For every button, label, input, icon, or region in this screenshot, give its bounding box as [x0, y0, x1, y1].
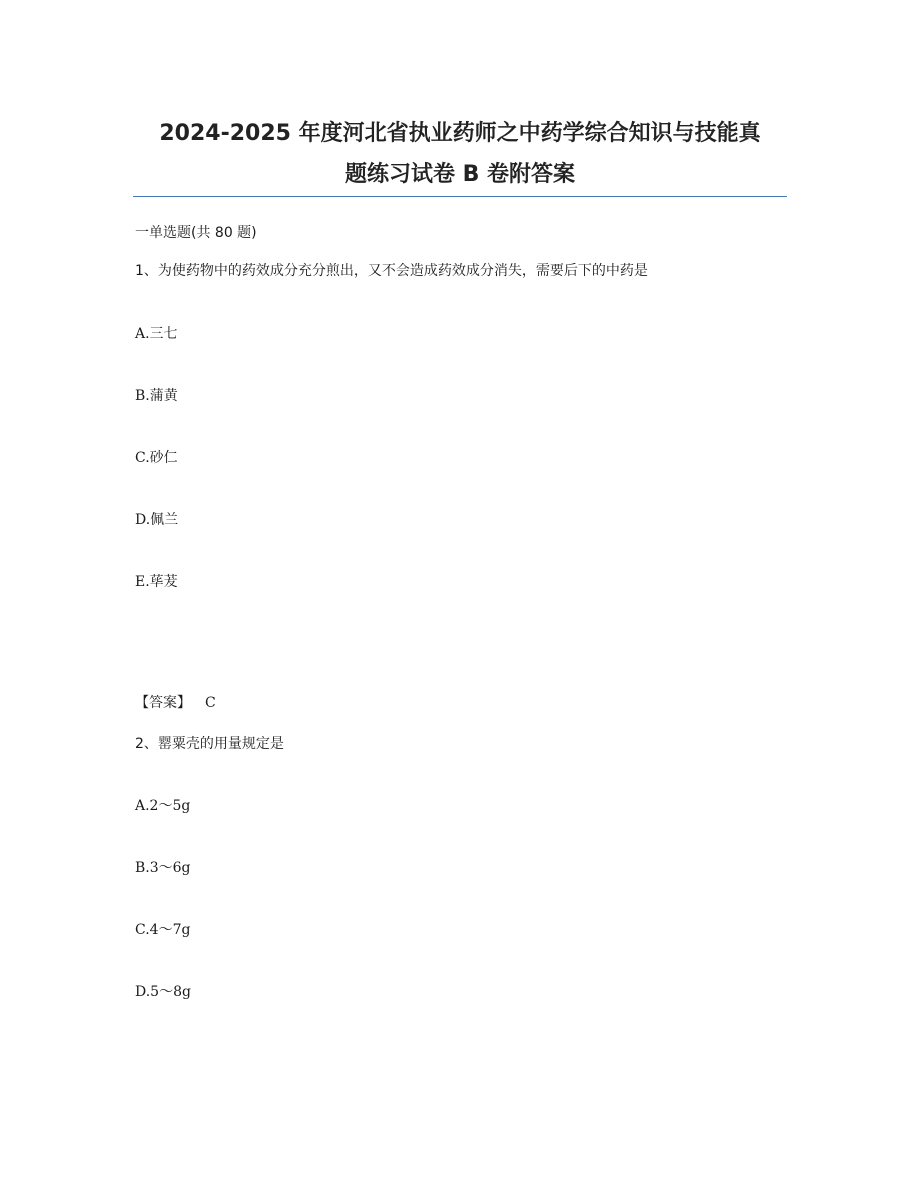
- question-stem: 2、罂粟壳的用量规定是: [135, 736, 284, 752]
- answer-value: C: [205, 695, 216, 711]
- answer-label: 【答案】: [135, 695, 191, 711]
- option-a: A.2～5g: [135, 798, 191, 814]
- option-d: D.佩兰: [135, 512, 179, 528]
- option-d: D.5～8g: [135, 984, 191, 1000]
- question-stem: 1、为使药物中的药效成分充分煎出，又不会造成药效成分消失，需要后下的中药是: [135, 263, 648, 279]
- option-e: E.荜茇: [135, 574, 178, 590]
- option-b: B.3～6g: [135, 860, 191, 876]
- title-divider: [133, 196, 787, 197]
- option-a: A.三七: [135, 326, 178, 342]
- title-line-2: 题练习试卷 B 卷附答案: [344, 162, 576, 187]
- option-b: B.蒲黄: [135, 388, 178, 404]
- title-line-1: 2024-2025 年度河北省执业药师之中药学综合知识与技能真: [159, 121, 761, 146]
- option-c: C.4～7g: [135, 922, 191, 938]
- section-heading: 一单选题(共 80 题): [135, 225, 257, 241]
- option-c: C.砂仁: [135, 450, 178, 466]
- answer-line: [135, 694, 216, 712]
